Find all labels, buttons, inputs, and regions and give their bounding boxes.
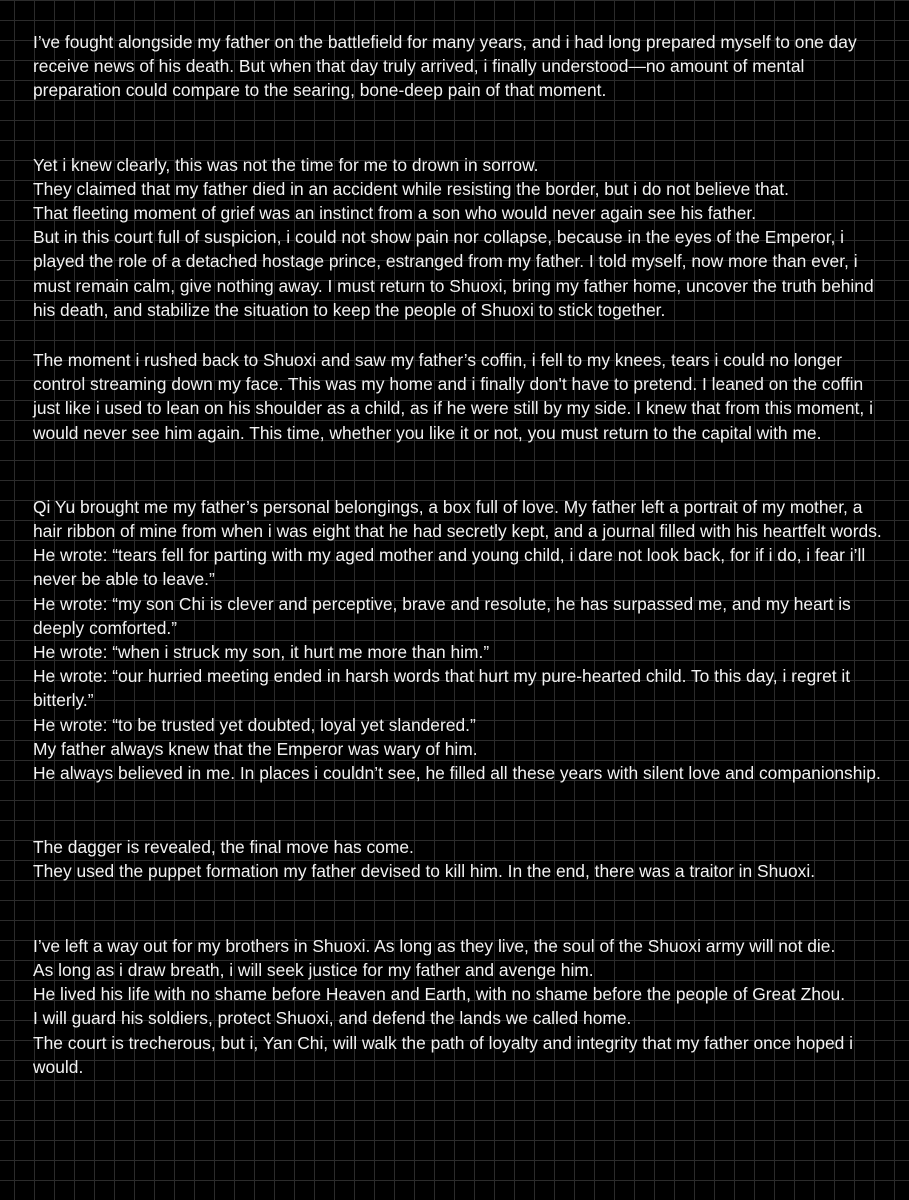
- text-line: I will guard his soldiers, protect Shuoxi, and defend the lands we called home.: [33, 1008, 632, 1029]
- text-line: Yet i knew clearly, this was not the time for me to drown in sorrow.: [33, 154, 539, 175]
- text-line: The moment i rushed back to Shuoxi and saw my father’s coffin, i fell to my knees, tears i could no longer control streaming down my face. This was my home and i finally don't have to pretend. I leaned on the coffin just like i used to lean on his shoulder as a child, as if he were still by my side. I knew that from this moment, i would never see him again. This time, whether you like it or not, you must return to the capital with me.: [33, 350, 873, 443]
- paragraph-4: [33, 495, 883, 785]
- text-line: I’ve fought alongside my father on the battlefield for many years, and i had long prepared myself to one day receive news of his death. But when that day truly arrived, i finally understood—no amount of mental preparation could compare to the searing, bone-deep pain of that moment.: [33, 32, 857, 101]
- text-line: Qi Yu brought me my father’s personal belongings, a box full of love. My father left a portrait of my mother, a hair ribbon of mine from when i was eight that he had secretly kept, and a journal filled with his heartfelt words.: [33, 496, 882, 542]
- text-line: He lived his life with no shame before Heaven and Earth, with no shame before the people of Great Zhou.: [33, 984, 846, 1005]
- text-line: The court is trecherous, but i, Yan Chi, will walk the path of loyalty and integrity that my father once hoped i would.: [33, 1032, 854, 1077]
- paragraph-3: [33, 348, 883, 445]
- text-line: They used the puppet formation my father devised to kill him. In the end, there was a traitor in Shuoxi.: [33, 861, 816, 882]
- text-line: The dagger is revealed, the final move has come.: [33, 837, 414, 858]
- paragraph-2: [33, 153, 883, 322]
- text-line: He always believed in me. In places i couldn’t see, he filled all these years with silent love and companionship.: [33, 763, 881, 784]
- text-line: He wrote: “tears fell for parting with my aged mother and young child, i dare not look back, for if i do, i fear i’ll never be able to leave.”: [33, 545, 866, 590]
- text-line: My father always knew that the Emperor was wary of him.: [33, 738, 478, 759]
- text-line: But in this court full of suspicion, i could not show pain nor collapse, because in the eyes of the Emperor, i played the role of a detached hostage prince, estranged from my father. I told myself, now more than ever, i must remain calm, give nothing away. I must return to Shuoxi, bring my father home, uncover the truth behind his death, and stabilize the situation to keep the people of Shuoxi to stick together.: [33, 227, 874, 320]
- text-line: As long as i draw breath, i will seek justice for my father and avenge him.: [33, 959, 594, 980]
- paragraph-6: [33, 934, 883, 1079]
- text-line: That fleeting moment of grief was an instinct from a son who would never again see his father.: [33, 203, 757, 224]
- text-line: I’ve left a way out for my brothers in Shuoxi. As long as they live, the soul of the Shuoxi army will not die.: [33, 935, 836, 956]
- text-line: They claimed that my father died in an accident while resisting the border, but i do not believe that.: [33, 178, 789, 199]
- text-line: He wrote: “to be trusted yet doubted, loyal yet slandered.”: [33, 714, 476, 735]
- text-line: He wrote: “our hurried meeting ended in harsh words that hurt my pure-hearted child. To this day, i regret it bitterly.”: [33, 666, 851, 711]
- paragraph-5: [33, 835, 883, 883]
- paragraph-1: [33, 30, 883, 103]
- text-line: He wrote: “when i struck my son, it hurt me more than him.”: [33, 642, 490, 663]
- text-line: He wrote: “my son Chi is clever and perceptive, brave and resolute, he has surpassed me, and my heart is deeply comforted.”: [33, 593, 851, 638]
